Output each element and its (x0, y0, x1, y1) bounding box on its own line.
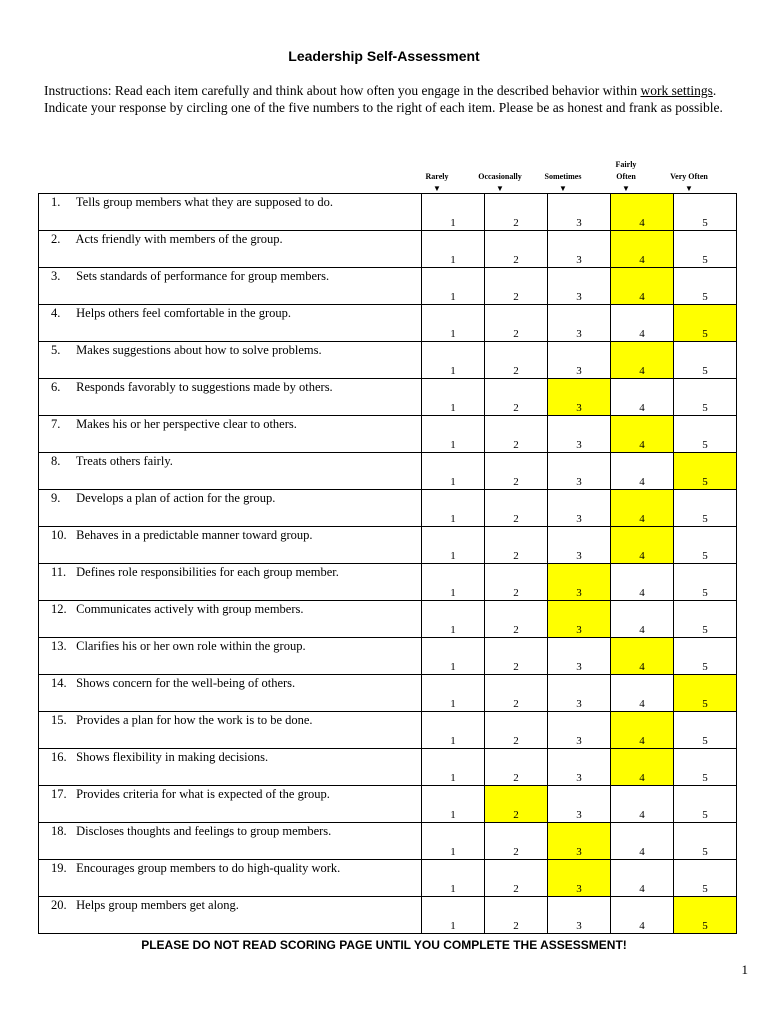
item-number: 7. (51, 417, 61, 431)
item-number: 13. (51, 639, 67, 653)
rating-option[interactable]: 3 (548, 342, 611, 379)
rating-option[interactable]: 5 (674, 490, 737, 527)
table-row (39, 638, 737, 675)
scale-header-fairly-often (595, 150, 657, 194)
rating-option[interactable]: 3 (548, 897, 611, 934)
rating-option-selected[interactable]: 5 (674, 305, 737, 342)
rating-option-selected[interactable]: 4 (611, 527, 674, 564)
rating-option[interactable]: 4 (611, 897, 674, 934)
rating-option[interactable]: 2 (485, 416, 548, 453)
rating-option[interactable]: 3 (548, 194, 611, 231)
rating-option[interactable]: 1 (422, 564, 485, 601)
rating-option[interactable]: 5 (674, 564, 737, 601)
rating-option-selected[interactable]: 3 (548, 860, 611, 897)
item-number: 1. (51, 195, 61, 209)
down-arrow-icon: ▼ (433, 184, 441, 193)
rating-option-selected[interactable]: 5 (674, 675, 737, 712)
item-statement (39, 786, 422, 823)
rating-option[interactable]: 1 (422, 268, 485, 305)
rating-option[interactable]: 1 (422, 749, 485, 786)
rating-option[interactable]: 2 (485, 453, 548, 490)
item-number: 9. (51, 491, 61, 505)
item-statement (39, 194, 422, 231)
item-statement (39, 823, 422, 860)
rating-option[interactable]: 1 (422, 453, 485, 490)
table-row (39, 712, 737, 749)
scale-header-line1: Fairly (615, 160, 637, 169)
item-text: Communicates actively with group members. (76, 602, 304, 616)
instructions-text-end: . Indicate your response by circling one of the five numbers to the right of each item. Please be as honest and frank as possible. (44, 83, 723, 115)
rating-option[interactable]: 2 (485, 897, 548, 934)
item-statement (39, 416, 422, 453)
item-number: 2. (51, 232, 61, 246)
item-number: 16. (51, 750, 67, 764)
rating-option-selected[interactable]: 4 (611, 490, 674, 527)
rating-option-selected[interactable]: 4 (611, 342, 674, 379)
rating-option[interactable]: 3 (548, 527, 611, 564)
rating-option[interactable]: 4 (611, 675, 674, 712)
item-text: Provides a plan for how the work is to be done. (76, 713, 313, 727)
rating-option-selected[interactable]: 2 (485, 786, 548, 823)
rating-option-selected[interactable]: 5 (674, 897, 737, 934)
rating-option[interactable]: 1 (422, 786, 485, 823)
item-text: Helps others feel comfortable in the group. (76, 306, 291, 320)
down-arrow-icon: ▼ (685, 184, 693, 193)
table-row (39, 342, 737, 379)
rating-option[interactable]: 1 (422, 490, 485, 527)
rating-option[interactable]: 5 (674, 379, 737, 416)
rating-option[interactable]: 5 (674, 416, 737, 453)
rating-option[interactable]: 2 (485, 749, 548, 786)
item-statement (39, 527, 422, 564)
item-text: Defines role responsibilities for each group member. (76, 565, 339, 579)
rating-option[interactable]: 1 (422, 305, 485, 342)
scale-header-rarely (406, 150, 468, 194)
scale-header-very-often (658, 150, 720, 194)
rating-option[interactable]: 3 (548, 268, 611, 305)
scale-header-occasionally (469, 150, 531, 194)
item-text: Tells group members what they are supposed to do. (75, 195, 333, 209)
rating-option[interactable]: 4 (611, 564, 674, 601)
item-text: Helps group members get along. (76, 898, 239, 912)
table-row (39, 601, 737, 638)
item-text: Sets standards of performance for group members. (76, 269, 330, 283)
rating-option[interactable]: 4 (611, 379, 674, 416)
item-text: Shows concern for the well-being of others. (76, 676, 296, 690)
item-statement (39, 638, 422, 675)
item-number: 8. (51, 454, 61, 468)
table-row (39, 305, 737, 342)
rating-option-selected[interactable]: 4 (611, 638, 674, 675)
table-row (39, 897, 737, 934)
instructions-underlined-text: work settings (640, 83, 713, 98)
rating-option[interactable]: 5 (674, 749, 737, 786)
item-number: 11. (51, 565, 67, 579)
table-row (39, 416, 737, 453)
item-number: 15. (51, 713, 67, 727)
rating-option[interactable]: 3 (548, 231, 611, 268)
rating-option[interactable]: 5 (674, 638, 737, 675)
rating-option[interactable]: 2 (485, 527, 548, 564)
down-arrow-icon: ▼ (559, 184, 567, 193)
table-row (39, 527, 737, 564)
rating-option[interactable]: 5 (674, 860, 737, 897)
scale-header-line2: Often (616, 172, 636, 181)
item-statement (39, 860, 422, 897)
item-statement (39, 749, 422, 786)
rating-option[interactable]: 4 (611, 305, 674, 342)
down-arrow-icon: ▼ (496, 184, 504, 193)
item-number: 17. (51, 787, 67, 801)
item-text: Responds favorably to suggestions made by others. (76, 380, 333, 394)
rating-option[interactable]: 2 (485, 342, 548, 379)
rating-option[interactable]: 1 (422, 712, 485, 749)
item-statement (39, 712, 422, 749)
item-statement (39, 564, 422, 601)
rating-option[interactable]: 4 (611, 860, 674, 897)
item-statement (39, 601, 422, 638)
item-number: 5. (51, 343, 61, 357)
table-row (39, 194, 737, 231)
rating-option-selected[interactable]: 3 (548, 601, 611, 638)
rating-option[interactable]: 1 (422, 675, 485, 712)
item-number: 12. (51, 602, 67, 616)
rating-option-selected[interactable]: 4 (611, 416, 674, 453)
item-statement (39, 897, 422, 934)
rating-option[interactable]: 2 (485, 231, 548, 268)
item-text: Acts friendly with members of the group. (75, 232, 283, 246)
rating-option[interactable]: 5 (674, 268, 737, 305)
rating-option[interactable]: 3 (548, 712, 611, 749)
rating-option[interactable]: 2 (485, 712, 548, 749)
table-row (39, 564, 737, 601)
item-text: Shows flexibility in making decisions. (76, 750, 269, 764)
rating-option-selected[interactable]: 4 (611, 194, 674, 231)
rating-option[interactable]: 2 (485, 601, 548, 638)
table-row (39, 453, 737, 490)
item-text: Treats others fairly. (75, 454, 173, 468)
rating-option[interactable]: 5 (674, 527, 737, 564)
down-arrow-icon: ▼ (622, 184, 630, 193)
table-row (39, 749, 737, 786)
item-statement (39, 231, 422, 268)
rating-option[interactable]: 1 (422, 342, 485, 379)
item-statement (39, 379, 422, 416)
item-number: 4. (51, 306, 61, 320)
item-statement (39, 453, 422, 490)
rating-option[interactable]: 3 (548, 305, 611, 342)
rating-option[interactable]: 2 (485, 638, 548, 675)
rating-option-selected[interactable]: 3 (548, 379, 611, 416)
rating-option-selected[interactable]: 4 (611, 749, 674, 786)
scale-header-line2: Very Often (670, 172, 708, 181)
rating-option[interactable]: 1 (422, 860, 485, 897)
item-number: 20. (51, 898, 67, 912)
rating-option[interactable]: 2 (485, 268, 548, 305)
rating-option-selected[interactable]: 4 (611, 268, 674, 305)
rating-option[interactable]: 4 (611, 601, 674, 638)
rating-option[interactable]: 1 (422, 379, 485, 416)
rating-option[interactable]: 2 (485, 675, 548, 712)
table-row (39, 786, 737, 823)
rating-option[interactable]: 2 (485, 194, 548, 231)
item-number: 14. (51, 676, 67, 690)
rating-option-selected[interactable]: 4 (611, 712, 674, 749)
instructions-text: Instructions: Read each item carefully and think about how often you engage in the described behavior within (44, 83, 641, 98)
scale-header-line2: Occasionally (478, 172, 522, 181)
rating-option[interactable]: 5 (674, 601, 737, 638)
rating-option[interactable]: 4 (611, 823, 674, 860)
item-statement (39, 268, 422, 305)
rating-option[interactable]: 5 (674, 786, 737, 823)
rating-option-selected[interactable]: 4 (611, 231, 674, 268)
rating-option[interactable]: 1 (422, 231, 485, 268)
rating-option[interactable]: 5 (674, 342, 737, 379)
item-text: Makes suggestions about how to solve problems. (76, 343, 322, 357)
rating-option[interactable]: 2 (485, 379, 548, 416)
rating-option[interactable]: 5 (674, 194, 737, 231)
rating-option[interactable]: 3 (548, 675, 611, 712)
table-row (39, 268, 737, 305)
rating-option[interactable]: 3 (548, 786, 611, 823)
rating-option[interactable]: 4 (611, 453, 674, 490)
assessment-table (38, 193, 737, 934)
rating-option[interactable]: 1 (422, 194, 485, 231)
table-row (39, 231, 737, 268)
rating-option[interactable]: 1 (422, 601, 485, 638)
rating-option[interactable]: 3 (548, 749, 611, 786)
scale-header-line2: Rarely (425, 172, 449, 181)
rating-option[interactable]: 3 (548, 638, 611, 675)
rating-option[interactable]: 1 (422, 527, 485, 564)
item-statement (39, 342, 422, 379)
page-number: 1 (741, 962, 748, 977)
table-row (39, 379, 737, 416)
rating-option-selected[interactable]: 5 (674, 453, 737, 490)
table-row (39, 860, 737, 897)
scoring-notice: PLEASE DO NOT READ SCORING PAGE UNTIL YOU COMPLETE THE ASSESSMENT! (141, 938, 627, 952)
table-row (39, 675, 737, 712)
rating-option[interactable]: 2 (485, 564, 548, 601)
scale-header-line2: Sometimes (544, 172, 582, 181)
instructions (44, 82, 734, 116)
rating-option[interactable]: 1 (422, 823, 485, 860)
rating-option[interactable]: 2 (485, 305, 548, 342)
item-number: 6. (51, 380, 61, 394)
item-number: 18. (51, 824, 67, 838)
rating-option[interactable]: 1 (422, 638, 485, 675)
item-text: Provides criteria for what is expected of the group. (76, 787, 330, 801)
rating-option[interactable]: 2 (485, 490, 548, 527)
rating-option[interactable]: 2 (485, 860, 548, 897)
rating-option-selected[interactable]: 3 (548, 564, 611, 601)
rating-option[interactable]: 3 (548, 416, 611, 453)
item-text: Develops a plan of action for the group. (76, 491, 276, 505)
table-row (39, 823, 737, 860)
item-number: 10. (51, 528, 67, 542)
rating-option[interactable]: 5 (674, 712, 737, 749)
item-text: Discloses thoughts and feelings to group members. (76, 824, 332, 838)
rating-option[interactable]: 1 (422, 416, 485, 453)
rating-option[interactable]: 5 (674, 823, 737, 860)
rating-option[interactable]: 4 (611, 786, 674, 823)
item-text: Encourages group members to do high-quality work. (76, 861, 341, 875)
item-number: 19. (51, 861, 67, 875)
item-text: Clarifies his or her own role within the group. (76, 639, 306, 653)
item-text: Behaves in a predictable manner toward group. (76, 528, 313, 542)
scale-header-sometimes (532, 150, 594, 194)
rating-option[interactable]: 1 (422, 897, 485, 934)
item-statement (39, 305, 422, 342)
item-number: 3. (51, 269, 61, 283)
rating-option[interactable]: 3 (548, 490, 611, 527)
table-row (39, 490, 737, 527)
rating-option[interactable]: 5 (674, 231, 737, 268)
item-text: Makes his or her perspective clear to others. (76, 417, 297, 431)
item-statement (39, 675, 422, 712)
rating-option[interactable]: 3 (548, 453, 611, 490)
rating-option[interactable]: 2 (485, 823, 548, 860)
rating-option-selected[interactable]: 3 (548, 823, 611, 860)
item-statement (39, 490, 422, 527)
page-title: Leadership Self-Assessment (288, 48, 480, 64)
